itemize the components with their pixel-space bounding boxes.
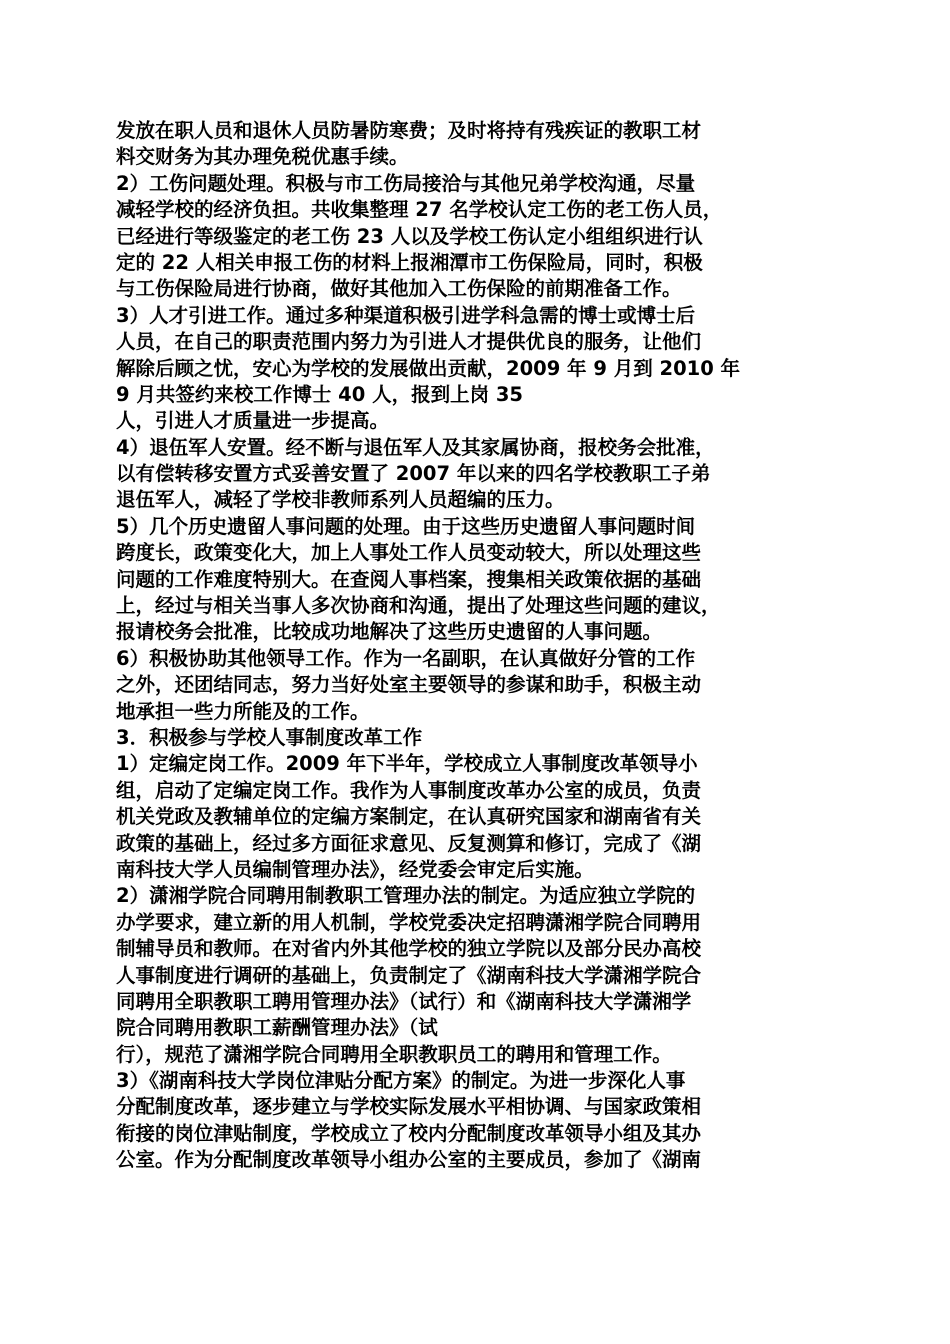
text-line: 2）潇湘学院合同聘用制教职工管理办法的制定。为适应独立学院的 <box>116 884 696 908</box>
text-line: 发放在职人员和退休人员防暑防寒费；及时将持有残疾证的教职工材 <box>116 119 702 142</box>
text-line: 分配制度改革，逐步建立与学校实际发展水平相协调、与国家政策相 <box>116 1095 702 1119</box>
text-line: 行），规范了潇湘学院合同聘用全职教职员工的聘用和管理工作。 <box>116 1042 672 1066</box>
text-line: 人事制度进行调研的基础上，负责制定了《湖南科技大学潇湘学院合 <box>116 963 702 987</box>
text-line: 2）工伤问题处理。积极与市工伤局接洽与其他兄弟学校沟通，尽量 <box>116 171 696 195</box>
text-line: 以有偿转移安置方式妥善安置了 2007 年以来的四名学校教职工子弟 <box>116 462 711 486</box>
text-line: 4）退伍军人安置。经不断与退伍军人及其家属协商，报校务会批准， <box>116 435 715 459</box>
text-line: 制辅导员和教师。在对省内外其他学校的独立学院以及部分民办高校 <box>116 937 702 961</box>
text-line: 报请校务会批准，比较成功地解决了这些历史遗留的人事问题。 <box>116 620 663 644</box>
text-line: 退伍军人，减轻了学校非教师系列人员超编的压力。 <box>116 488 565 512</box>
text-line: 6）积极协助其他领导工作。作为一名副职，在认真做好分管的工作 <box>116 646 696 670</box>
text-line: 3）人才引进工作。通过多种渠道积极引进学科急需的博士或博士后 <box>116 303 696 327</box>
text-line: 组，启动了定编定岗工作。我作为人事制度改革办公室的成员，负责 <box>116 778 702 802</box>
text-line: 1）定编定岗工作。2009 年下半年，学校成立人事制度改革领导小 <box>116 752 698 776</box>
text-line: 南科技大学人员编制管理办法》，经党委会审定后实施。 <box>116 857 594 881</box>
text-line: 解除后顾之忧，安心为学校的发展做出贡献，2009 年 9 月到 2010 年 <box>116 356 741 380</box>
text-line: 机关党政及教辅单位的定编方案制定，在认真研究国家和湖南省有关 <box>116 805 702 829</box>
text-line: 衔接的岗位津贴制度，学校成立了校内分配制度改革领导小组及其办 <box>116 1121 702 1145</box>
text-line: 与工伤保险局进行协商，做好其他加入工伤保险的前期准备工作。 <box>116 277 682 301</box>
text-line: 9 月共签约来校工作博士 40 人，报到上岗 35 <box>116 382 523 406</box>
text-line: 减轻学校的经济负担。共收集整理 27 名学校认定工伤的老工伤人员， <box>116 198 723 222</box>
text-line: 上，经过与相关当事人多次协商和沟通，提出了处理这些问题的建议， <box>116 594 721 618</box>
text-line: 问题的工作难度特别大。在查阅人事档案，搜集相关政策依据的基础 <box>116 567 702 591</box>
text-line: 政策的基础上，经过多方面征求意见、反复测算和修订，完成了《湖 <box>116 831 702 855</box>
text-line: 已经进行等级鉴定的老工伤 23 人以及学校工伤认定小组组织进行认 <box>116 224 703 248</box>
text-line: 之外，还团结同志，努力当好处室主要领导的参谋和助手，积极主动 <box>116 673 702 697</box>
text-line: 办学要求，建立新的用人机制，学校党委决定招聘潇湘学院合同聘用 <box>116 910 702 934</box>
text-line: 公室。作为分配制度改革领导小组办公室的主要成员，参加了《湖南 <box>116 1148 702 1172</box>
text-line: 5）几个历史遗留人事问题的处理。由于这些历史遗留人事问题时间 <box>116 514 696 538</box>
text-line: 跨度长，政策变化大，加上人事处工作人员变动较大，所以处理这些 <box>116 541 702 565</box>
document-body <box>116 118 842 1174</box>
text-line: 院合同聘用教职工薪酬管理办法》（试 <box>116 1016 438 1040</box>
text-line: 人，引进人才质量进一步提高。 <box>116 409 390 433</box>
text-line: 地承担一些力所能及的工作。 <box>116 699 370 723</box>
text-line: 人员，在自己的职责范围内努力为引进人才提供优良的服务，让他们 <box>116 330 702 354</box>
section-heading: 3．积极参与学校人事制度改革工作 <box>116 725 423 749</box>
text-line: 料交财务为其办理免税优惠手续。 <box>116 145 409 169</box>
text-line: 同聘用全职教职工聘用管理办法》（试行）和《湖南科技大学潇湘学 <box>116 989 692 1013</box>
text-line: 3）《湖南科技大学岗位津贴分配方案》的制定。为进一步深化人事 <box>116 1069 686 1093</box>
text-line: 定的 22 人相关申报工伤的材料上报湘潭市工伤保险局，同时，积极 <box>116 250 703 274</box>
